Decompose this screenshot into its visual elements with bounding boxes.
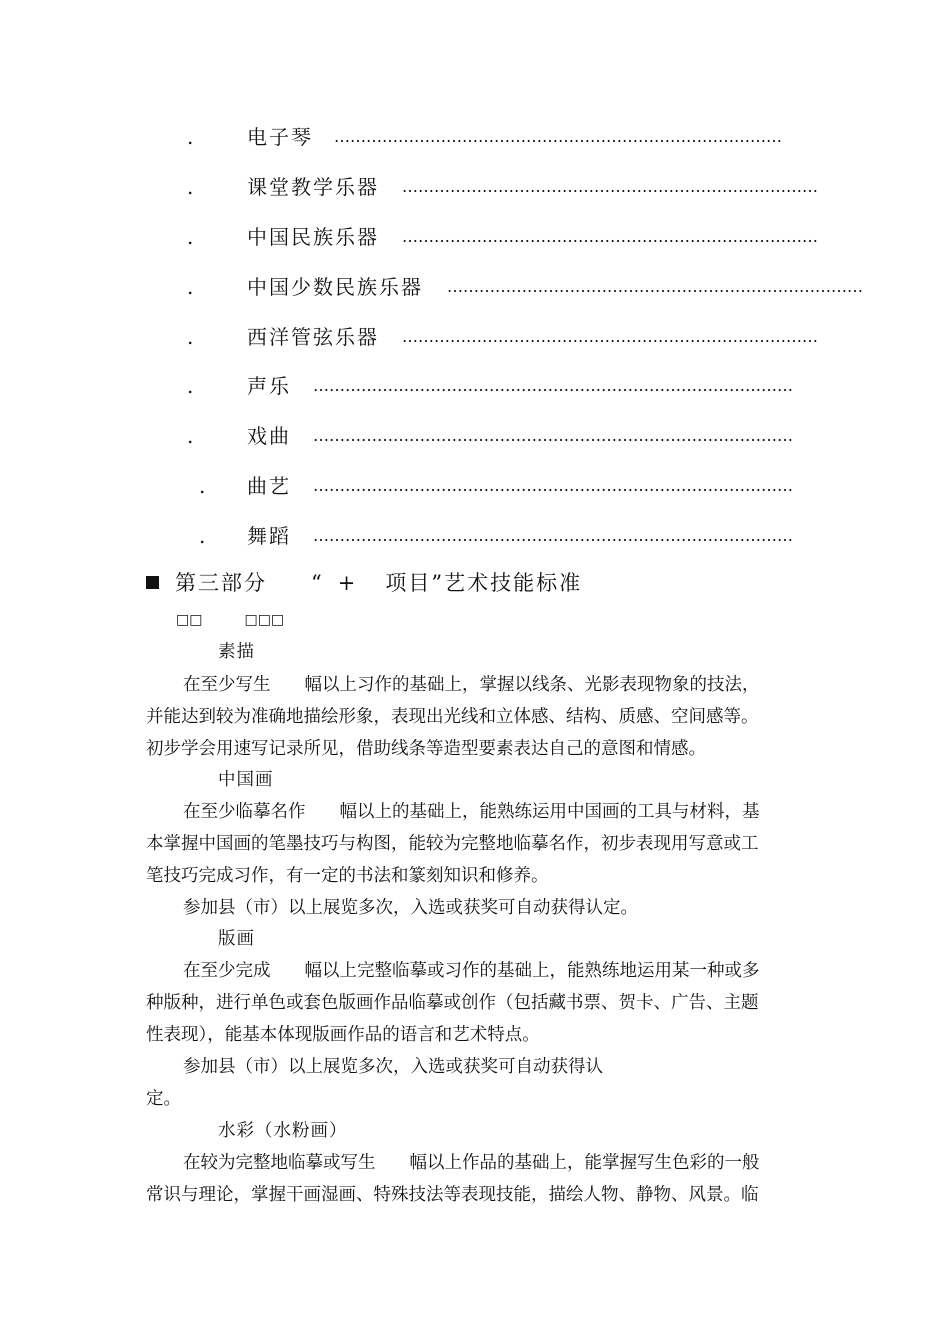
- toc-entry: [0, 421, 950, 451]
- heading-rest: 项目”艺术技能标准: [385, 571, 583, 595]
- toc-entry-dot: .: [199, 474, 206, 498]
- shuicai-title: 水彩（水粉画）: [218, 1121, 348, 1141]
- sumiao-line-2: 并能达到较为准确地描绘形象，表现出光线和立体感、结构、质感、空间感等。: [146, 707, 759, 727]
- toc-entry-label: 课堂教学乐器: [247, 175, 379, 199]
- toc-entry-dot: .: [199, 524, 206, 548]
- toc-entry-label: 声乐: [247, 374, 291, 398]
- heading-plus: +: [337, 571, 358, 595]
- toc-entry-label: 曲艺: [247, 474, 291, 498]
- banhua-line-1: 在至少完成 幅以上完整临摹或习作的基础上，能熟练地运用某一种或多: [183, 961, 760, 981]
- toc-entry-leader: ………………………………………………………………………………: [313, 476, 793, 495]
- shuicai-line-2: 常识与理论，掌握干画湿画、特殊技法等表现技能，描绘人物、静物、风景。临: [146, 1185, 759, 1205]
- guohua-line-2: 本掌握中国画的笔墨技巧与构图，能较为完整地临摹名作，初步表现用写意或工: [146, 834, 759, 854]
- toc-entry-leader: ……………………………………………………………………: [402, 327, 818, 346]
- banhua-line-3: 性表现），能基本体现版画作品的语言和艺术特点。: [146, 1025, 540, 1045]
- banhua-title: 版画: [218, 929, 255, 949]
- sumiao-line-3: 初步学会用速写记录所见，借助线条等造型要素表达自己的意图和情感。: [146, 739, 706, 759]
- banhua-line-4: 参加县（市）以上展览多次，入选或获奖可自动获得认: [183, 1057, 603, 1077]
- toc-entry-label: 中国少数民族乐器: [247, 275, 423, 299]
- toc-entry-leader: ……………………………………………………………………: [447, 277, 863, 296]
- black-square-bullet-icon: [146, 576, 159, 589]
- toc-entry-dot: .: [187, 374, 194, 398]
- sub-mark-2: □□□: [244, 612, 285, 628]
- sumiao-line-1: 在至少写生 幅以上习作的基础上，掌握以线条、光影表现物象的技法，: [183, 675, 760, 695]
- toc-entry-leader: ……………………………………………………………………: [402, 177, 818, 196]
- toc-entry-dot: .: [187, 424, 194, 448]
- toc-entry-dot: .: [187, 325, 194, 349]
- toc-entry-label: 西洋管弦乐器: [247, 325, 379, 349]
- toc-entry-label: 舞蹈: [247, 524, 291, 548]
- sub-mark-1: □□: [176, 612, 203, 628]
- banhua-line-2: 种版种，进行单色或套色版画作品临摹或创作（包括藏书票、贺卡、广告、主题: [146, 993, 759, 1013]
- sumiao-title: 素描: [218, 642, 255, 662]
- toc-entry-dot: .: [187, 125, 194, 149]
- toc-entry: [0, 371, 950, 401]
- toc-entry-leader: ………………………………………………………………………………: [313, 526, 793, 545]
- toc-entry-leader: …………………………………………………………………………: [334, 127, 782, 146]
- banhua-line-5: 定。: [146, 1089, 181, 1109]
- toc-entry: [0, 272, 950, 302]
- guohua-line-4: 参加县（市）以上展览多次，入选或获奖可自动获得认定。: [183, 898, 638, 918]
- heading-open-quote: “: [311, 571, 324, 595]
- toc-entry-label: 中国民族乐器: [247, 225, 379, 249]
- toc-entry-dot: .: [187, 175, 194, 199]
- shuicai-line-1: 在较为完整地临摹或写生 幅以上作品的基础上，能掌握写生色彩的一般: [183, 1153, 760, 1173]
- guohua-line-3: 笔技巧完成习作，有一定的书法和篆刻知识和修养。: [146, 866, 549, 886]
- toc-entry-label: 戏曲: [247, 424, 291, 448]
- toc-entry-dot: .: [187, 275, 194, 299]
- toc-entry-dot: .: [187, 225, 194, 249]
- sub-marks: [176, 610, 284, 630]
- toc-entry: [0, 122, 950, 152]
- guohua-title: 中国画: [218, 770, 274, 790]
- toc-entry-leader: ………………………………………………………………………………: [313, 426, 793, 445]
- toc-entry-label: 电子琴: [247, 125, 313, 149]
- toc-entry-leader: ……………………………………………………………………: [402, 227, 818, 246]
- toc-entry: [0, 521, 950, 551]
- toc-entry: [0, 322, 950, 352]
- toc-entry: [0, 172, 950, 202]
- toc-entry: [0, 222, 950, 252]
- guohua-line-1: 在至少临摹名作 幅以上的基础上，能熟练运用中国画的工具与材料，基: [183, 802, 760, 822]
- heading-part: 第三部分: [175, 571, 267, 595]
- section-heading: [146, 568, 582, 598]
- toc-entry: [0, 471, 950, 501]
- toc-entry-leader: ………………………………………………………………………………: [313, 376, 793, 395]
